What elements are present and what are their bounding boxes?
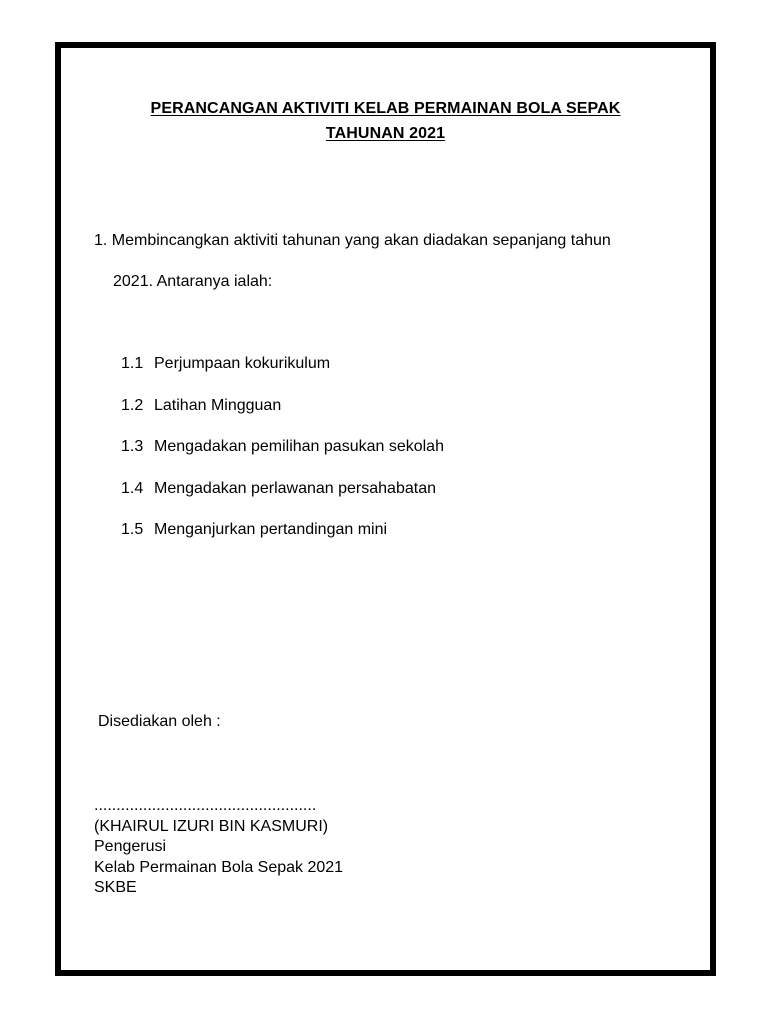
signatory-position: Pengerusi — [94, 838, 167, 855]
activity-text: Mengadakan pemilihan pasukan sekolah — [154, 438, 444, 455]
activity-text: Menganjurkan pertandingan mini — [154, 521, 388, 538]
activity-text: Latihan Mingguan — [154, 396, 282, 414]
activity-text: Perjumpaan kokurikulum — [154, 355, 331, 372]
activity-number: 1.1 — [121, 355, 144, 372]
activity-number: 1.3 — [121, 438, 144, 455]
activity-number: 1.2 — [121, 396, 144, 414]
document-title-line-1: PERANCANGAN AKTIVITI KELAB PERMAINAN BOLA SEPAK — [150, 100, 621, 117]
activity-item — [121, 521, 444, 563]
document-title-line-2: TAHUNAN 2021 — [325, 125, 446, 142]
intro-paragraph-line-2: 2021. Antaranya ialah: — [113, 273, 273, 290]
signatory-name: (KHAIRUL IZURI BIN KASMURI) — [94, 817, 329, 835]
activity-item — [121, 480, 444, 522]
signatory-organization: Kelab Permainan Bola Sepak 2021 — [94, 858, 344, 876]
activity-number: 1.4 — [121, 479, 144, 497]
activity-number: 1.5 — [121, 521, 144, 538]
activity-item — [121, 397, 444, 439]
prepared-by-label: Disediakan oleh : — [98, 713, 221, 730]
activity-item — [121, 438, 444, 480]
intro-paragraph-line-1: 1. Membincangkan aktiviti tahunan yang akan diadakan sepanjang tahun — [94, 232, 611, 249]
activity-list — [121, 355, 444, 563]
activity-item — [121, 355, 444, 397]
signature-dotted-line: .................................................. — [94, 797, 317, 814]
activity-text: Mengadakan perlawanan persahabatan — [154, 479, 436, 497]
document-border — [55, 42, 716, 976]
signatory-school: SKBE — [94, 879, 137, 896]
signature-block — [94, 796, 343, 899]
